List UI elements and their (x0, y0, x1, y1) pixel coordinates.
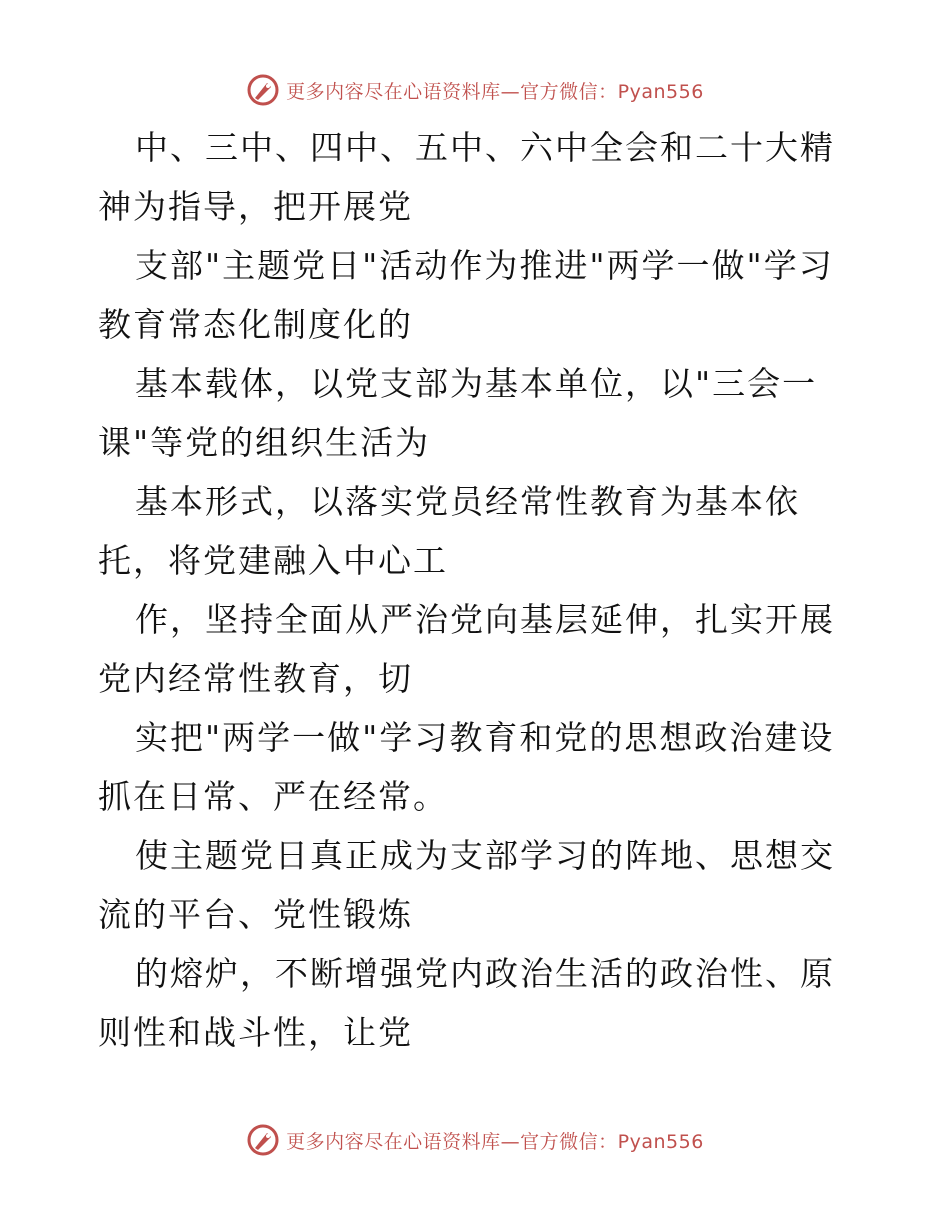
paragraph-2: 支部"主题党日"活动作为推进"两学一做"学习教育常态化制度化的 (98, 246, 834, 344)
paragraph-7: 使主题党日真正成为支部学习的阵地、思想交流的平台、党性锻炼 (98, 836, 835, 934)
paragraph-6: 实把"两学一做"学习教育和党的思想政治建设抓在日常、严在经常。 (98, 718, 835, 816)
header-banner-text: 更多内容尽在心语资料库—官方微信：Pyan556 (286, 80, 704, 103)
paragraph-8: 的熔炉，不断增强党内政治生活的政治性、原则性和战斗性，让党 (98, 954, 835, 1052)
paragraph-3: 基本载体，以党支部为基本单位，以"三会一课"等党的组织生活为 (98, 364, 818, 462)
header-banner-inner (246, 73, 704, 107)
paragraph-4: 基本形式，以落实党员经常性教育为基本依托，将党建融入中心工 (98, 482, 800, 580)
pen-nib-logo-icon (246, 73, 280, 107)
pen-nib-logo-icon (246, 1123, 280, 1157)
document-body (98, 118, 858, 1062)
footer-banner (0, 1120, 950, 1160)
header-banner (0, 70, 950, 110)
paragraph-1: 中、三中、四中、五中、六中全会和二十大精神为指导，把开展党 (98, 128, 835, 226)
footer-banner-inner (246, 1123, 704, 1157)
footer-banner-text: 更多内容尽在心语资料库—官方微信：Pyan556 (286, 1130, 704, 1153)
paragraph-5: 作，坚持全面从严治党向基层延伸，扎实开展党内经常性教育，切 (98, 600, 835, 698)
